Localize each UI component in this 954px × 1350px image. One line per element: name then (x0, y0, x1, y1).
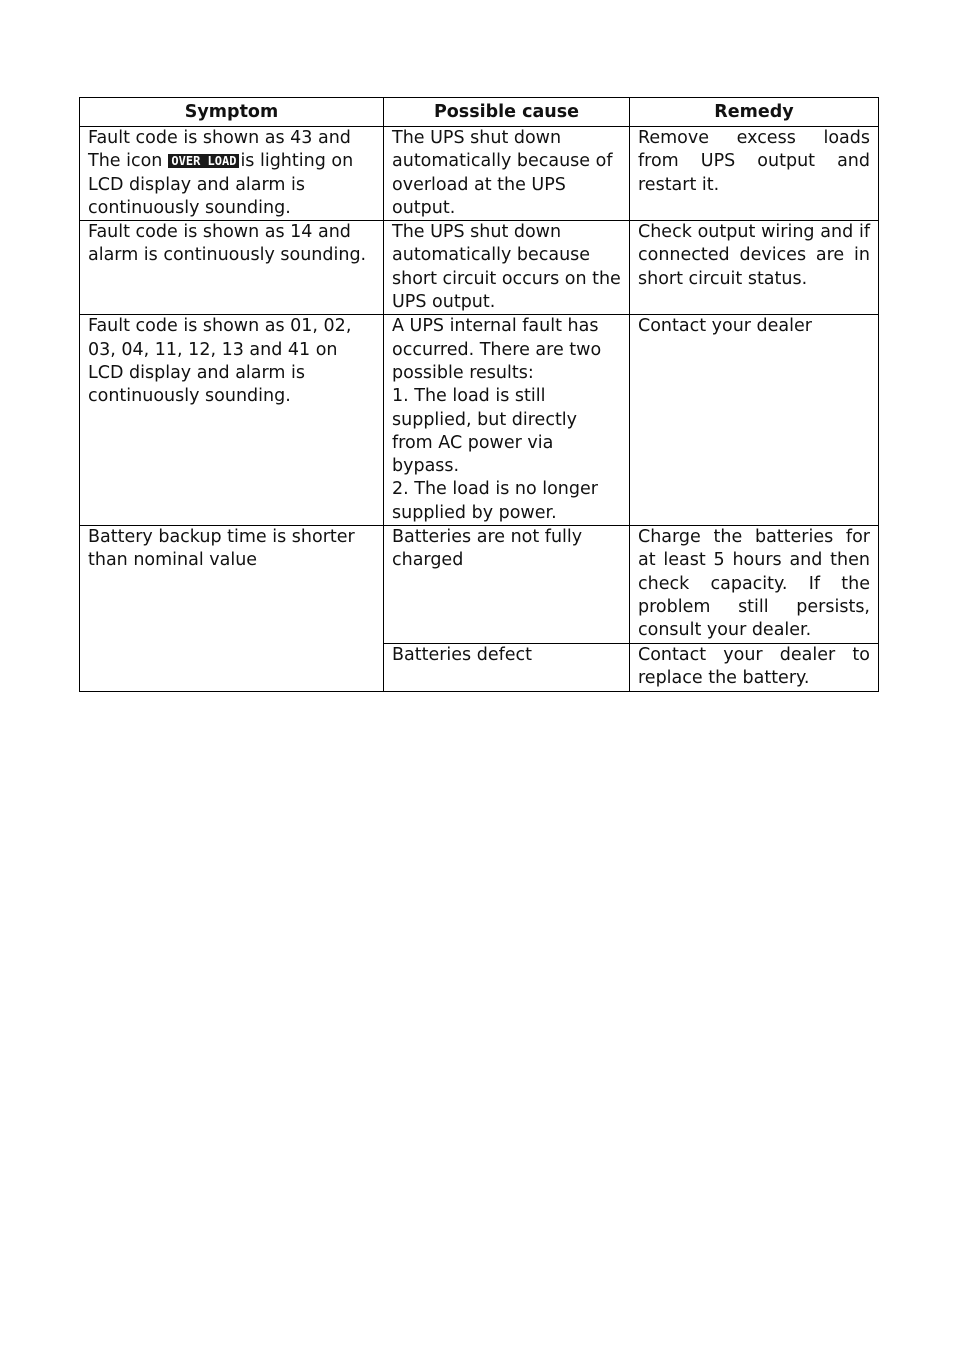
remedy-cell: Charge the batteries for at least 5 hours and then check capacity. If the problem still persists, consult your dealer. (630, 526, 879, 643)
header-possible-cause: Possible cause (384, 98, 630, 127)
remedy-cell: Check output wiring and if connected devices are in short circuit status. (630, 221, 879, 315)
table-row (80, 127, 879, 221)
cause-cell: Batteries defect (384, 643, 630, 691)
remedy-cell: Remove excess loads from UPS output and restart it. (630, 127, 879, 221)
troubleshooting-table (79, 97, 879, 692)
remedy-cell: Contact your dealer (630, 315, 879, 526)
header-row (80, 98, 879, 127)
cause-cell: The UPS shut down automatically because of overload at the UPS output. (384, 127, 630, 221)
header-remedy: Remedy (630, 98, 879, 127)
symptom-cell: Fault code is shown as 01, 02, 03, 04, 11, 12, 13 and 41 on LCD display and alarm is continuously sounding. (80, 315, 384, 526)
table-row (80, 221, 879, 315)
symptom-cell: Fault code is shown as 14 and alarm is continuously sounding. (80, 221, 384, 315)
cause-intro: A UPS internal fault has occurred. There are two possible results: (392, 316, 602, 383)
cause-cell (384, 315, 630, 526)
symptom-cell (80, 127, 384, 221)
symptom-text: Fault code is shown as 43 and The icon (88, 128, 351, 172)
symptom-cell: Battery backup time is shorter than nominal value (80, 526, 384, 691)
symptom-text-cont: is lighting on LCD display and alarm is continuously sounding. (88, 151, 354, 218)
remedy-cell: Contact your dealer to replace the battery. (630, 643, 879, 691)
header-symptom: Symptom (80, 98, 384, 127)
cause-cell: The UPS shut down automatically because short circuit occurs on the UPS output. (384, 221, 630, 315)
table-row (80, 526, 879, 643)
cause-item: 2. The load is no longer supplied by power. (392, 479, 598, 523)
table-row (80, 315, 879, 526)
cause-cell: Batteries are not fully charged (384, 526, 630, 643)
cause-item: 1. The load is still supplied, but directly from AC power via bypass. (392, 386, 578, 477)
overload-icon: OVER LOAD (168, 154, 239, 168)
